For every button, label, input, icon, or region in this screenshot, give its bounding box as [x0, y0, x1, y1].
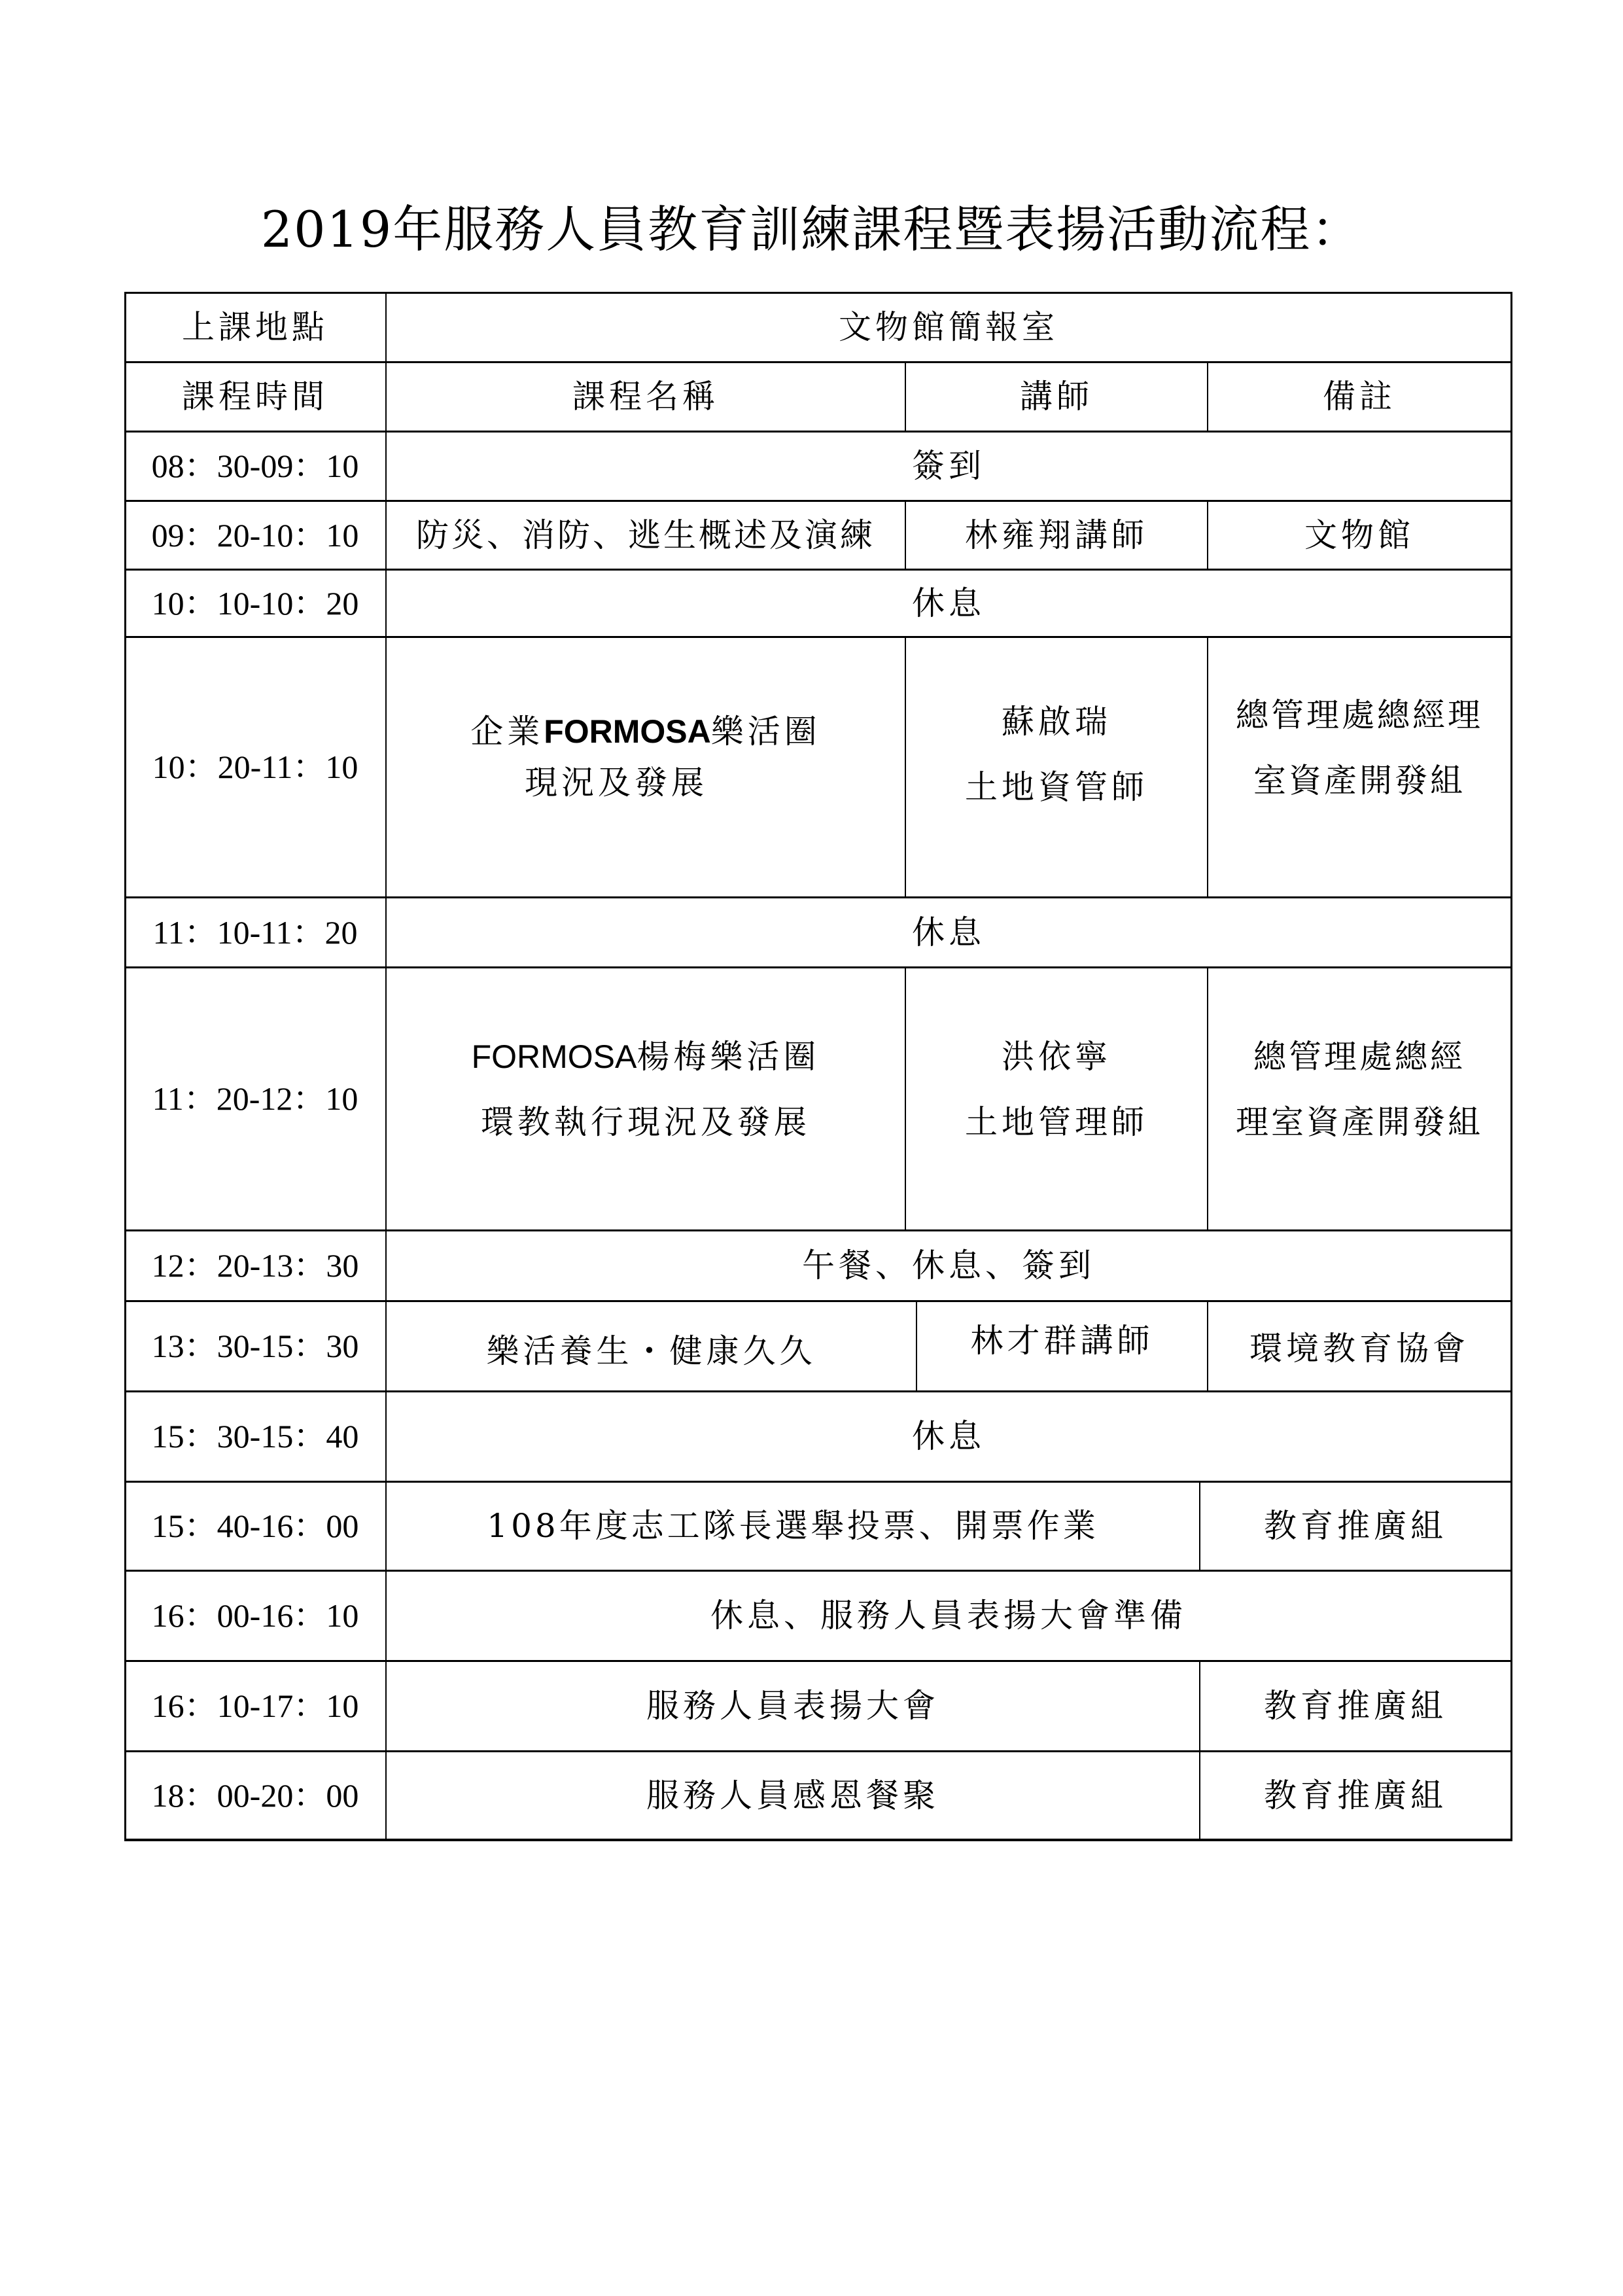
table-row-time — [125, 898, 385, 966]
table-row-time — [125, 1752, 385, 1839]
course-line1-prefix: 企業 — [470, 713, 544, 751]
location-value — [387, 294, 1510, 361]
instructor-name: 洪依寧 — [1002, 1037, 1111, 1076]
header-notes-text: 備註 — [1323, 378, 1396, 415]
time-text: 15：30-15：40 — [151, 1418, 359, 1455]
notes — [1208, 638, 1510, 896]
instructor — [906, 638, 1207, 896]
course-line1-latin: FORMOSA — [544, 713, 711, 750]
notes-text: 教育推廣組 — [1264, 1687, 1447, 1725]
location-label — [125, 294, 385, 361]
header-time-text: 課程時間 — [182, 378, 328, 415]
notes — [1200, 1483, 1510, 1570]
course-name — [387, 502, 905, 569]
header-instructor — [906, 363, 1207, 431]
notes — [1200, 1752, 1510, 1839]
notes — [1208, 502, 1510, 569]
table-row-time — [125, 571, 385, 636]
course-name-text: 樂活養生・健康久久 — [486, 1332, 816, 1370]
course-name — [387, 638, 905, 896]
course-line1-suffix: 樂活圈 — [710, 713, 821, 751]
table-row-span — [387, 898, 1510, 966]
instructor-text: 林雍翔講師 — [965, 516, 1148, 554]
course-line1-latin: FORMOSA — [471, 1038, 637, 1075]
table-row-span — [387, 571, 1510, 636]
course-name — [387, 968, 905, 1229]
instructor — [906, 502, 1207, 569]
location-label-text: 上課地點 — [182, 308, 328, 346]
instructor-text — [965, 1024, 1148, 1155]
table-row-time — [125, 1483, 385, 1570]
course-name-text: 108年度志工隊長選舉投票、開票作業 — [487, 1507, 1099, 1545]
course-name — [387, 1752, 1199, 1839]
time-text: 12：20-13：30 — [151, 1247, 359, 1284]
notes-line2: 理室資產開發組 — [1236, 1103, 1483, 1141]
time-text: 08：30-09：10 — [151, 448, 359, 484]
course-line2: 環教執行現況及發展 — [480, 1103, 811, 1141]
course-name-text: 服務人員表揚大會 — [646, 1687, 939, 1725]
span-text: 休息 — [912, 584, 985, 622]
header-time — [125, 363, 385, 431]
table-row-span — [387, 1572, 1510, 1660]
table-row-time — [125, 1662, 385, 1750]
table-border-right — [1510, 292, 1512, 1841]
table-row-time — [125, 1302, 385, 1390]
time-text: 11：10-11：20 — [152, 913, 358, 951]
course-name — [387, 1662, 1199, 1750]
table-row-time — [125, 433, 385, 500]
notes-text: 環境教育協會 — [1249, 1330, 1469, 1368]
course-line1-suffix: 楊梅樂活圈 — [637, 1037, 820, 1076]
course-name — [387, 1302, 916, 1390]
document-title: 2019年服務人員教育訓練課程暨表揚活動流程： — [260, 200, 1363, 258]
header-instructor-text: 講師 — [1020, 378, 1093, 415]
time-text: 16：00-16：10 — [151, 1597, 359, 1634]
table-row-time — [125, 1572, 385, 1660]
course-name-text: 服務人員感恩餐聚 — [646, 1776, 939, 1814]
time-text: 13：30-15：30 — [151, 1328, 359, 1364]
instructor — [906, 968, 1207, 1229]
table-row-span — [387, 1231, 1510, 1300]
notes-text: 教育推廣組 — [1264, 1507, 1447, 1545]
time-text: 11：20-12：10 — [152, 1080, 358, 1117]
span-text: 休息 — [912, 1417, 985, 1455]
table-row-time — [125, 638, 385, 896]
instructor-title: 土地管理師 — [965, 1103, 1148, 1141]
table-row-time — [125, 1231, 385, 1300]
table-border-bottom — [124, 1839, 1512, 1841]
notes — [1208, 1302, 1510, 1390]
instructor-title: 土地資管師 — [965, 768, 1148, 806]
table-row-time — [125, 968, 385, 1229]
notes-text — [1236, 1024, 1483, 1155]
header-notes — [1208, 363, 1510, 431]
instructor-name: 蘇啟瑞 — [1002, 702, 1111, 741]
time-text: 16：10-17：10 — [151, 1687, 359, 1724]
table-row-span — [387, 1392, 1510, 1481]
header-course — [387, 363, 905, 431]
time-text: 15：40-16：00 — [151, 1508, 359, 1544]
notes-line1: 總管理處總經理 — [1236, 696, 1483, 734]
table-row-time — [125, 502, 385, 569]
notes-text: 文物館 — [1304, 516, 1414, 554]
notes-line2: 室資產開發組 — [1253, 761, 1465, 800]
time-text: 10：20-11：10 — [152, 749, 358, 785]
span-text: 午餐、休息、簽到 — [802, 1246, 1095, 1284]
table-row-span — [387, 433, 1510, 500]
notes — [1200, 1662, 1510, 1750]
notes-text: 教育推廣組 — [1264, 1776, 1447, 1814]
span-text: 休息、服務人員表揚大會準備 — [710, 1597, 1187, 1634]
instructor — [917, 1302, 1207, 1390]
course-name-text — [470, 707, 821, 808]
instructor-text: 林才群講師 — [970, 1322, 1154, 1360]
course-line2: 現況及發展 — [524, 763, 708, 802]
notes-line1: 總管理處總經 — [1253, 1037, 1465, 1076]
span-text: 簽到 — [912, 447, 985, 485]
span-text: 休息 — [912, 913, 985, 951]
time-text: 18：00-20：00 — [151, 1776, 359, 1814]
instructor-text — [965, 689, 1148, 820]
time-text: 09：20-10：10 — [151, 516, 359, 554]
header-course-text: 課程名稱 — [572, 378, 719, 415]
location-value-text: 文物館簡報室 — [839, 308, 1058, 346]
course-name — [387, 1483, 1199, 1570]
time-text: 10：10-10：20 — [151, 584, 359, 622]
course-name-text: 防災、消防、逃生概述及演練 — [416, 516, 875, 554]
course-name-text — [472, 1024, 820, 1155]
notes — [1208, 968, 1510, 1229]
notes-text — [1236, 682, 1483, 813]
table-row-time — [125, 1392, 385, 1481]
